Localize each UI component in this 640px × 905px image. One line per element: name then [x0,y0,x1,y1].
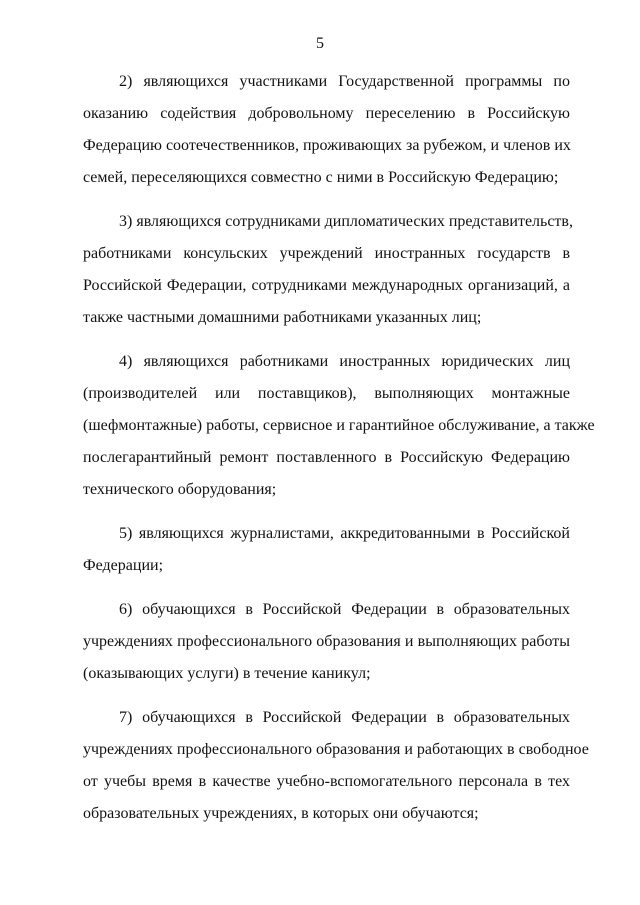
text-line: 7) обучающихся в Российской Федерации в образовательных [119,709,570,726]
text-line: 4) являющихся работниками иностранных юридических лиц [119,353,570,370]
text-line: Федерацию соотечественников, проживающих за рубежом, и членов их [83,137,571,154]
text-line: работниками консульских учреждений иностранных государств в [83,245,570,262]
page-number: 5 [316,35,324,52]
text-line: Российской Федерации, сотрудниками международных организаций, а [83,277,570,294]
text-line: оказанию содействия добровольному переселению в Российскую [83,105,570,122]
text-line: также частными домашними работниками указанных лиц; [83,309,482,326]
paragraph-item-2 [83,73,570,201]
text-line: 6) обучающихся в Российской Федерации в образовательных [119,601,570,618]
text-line: (производителей или поставщиков), выполняющих монтажные [83,385,570,402]
paragraph-item-5 [83,525,570,589]
text-line: 5) являющихся журналистами, аккредитованными в Российской [119,525,570,542]
paragraph-item-7 [83,709,589,837]
document-body [83,73,595,849]
text-line: 2) являющихся участниками Государственной программы по [119,73,570,90]
text-line: образовательных учреждениях, в которых они обучаются; [83,805,479,822]
text-line: (шефмонтажные) работы, сервисное и гарантийное обслуживание, а также [83,417,595,434]
text-line: Федерации; [83,557,164,574]
text-line: послегарантийный ремонт поставленного в Российскую Федерацию [83,449,570,466]
paragraph-item-6 [83,601,570,697]
paragraph-item-4 [83,353,595,513]
text-line: учреждениях профессионального образования и работающих в свободное [83,741,589,758]
paragraph-item-3 [83,213,573,341]
text-line: технического оборудования; [83,481,277,498]
text-line: учреждениях профессионального образования и выполняющих работы [83,633,570,650]
text-line: семей, переселяющихся совместно с ними в Российскую Федерацию; [83,169,559,186]
text-line: 3) являющихся сотрудниками дипломатических представительств, [119,213,573,230]
text-line: от учебы время в качестве учебно-вспомогательного персонала в тех [83,773,570,790]
text-line: (оказывающих услуги) в течение каникул; [83,665,371,682]
